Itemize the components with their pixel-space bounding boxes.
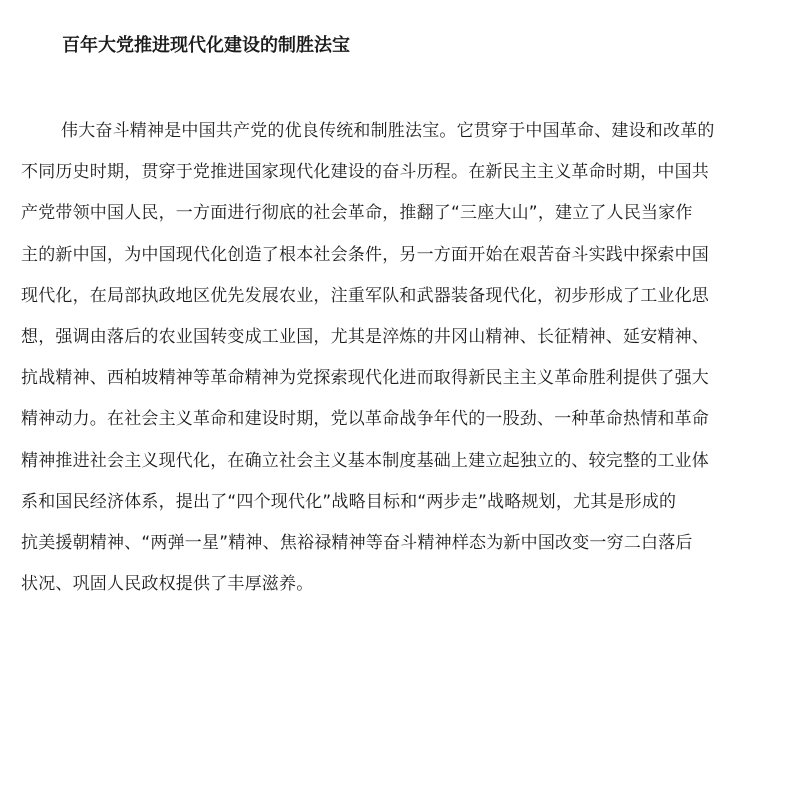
paragraph-line: 精神动力。在社会主义革命和建设时期，党以革命战争年代的一股劲、一种革命热情和革命 <box>21 409 709 430</box>
page-title: 百年大党推进现代化建设的制胜法宝 <box>62 35 350 56</box>
paragraph-line: 伟大奋斗精神是中国共产党的优良传统和制胜法宝。它贯穿于中国革命、建设和改革的 <box>61 121 715 141</box>
paragraph-line: 现代化，在局部执政地区优先发展农业，注重军队和武器装备现代化，初步形成了工业化思 <box>21 285 709 306</box>
paragraph-line: 产党带领中国人民，一方面进行彻底的社会革命，推翻了“三座大山”，建立了人民当家作 <box>21 203 693 224</box>
paragraph-line: 抗美援朝精神、“两弹一星”精神、焦裕禄精神等奋斗精神样态为新中国改变一穷二白落后 <box>21 532 693 553</box>
paragraph-line: 主的新中国，为中国现代化创造了根本社会条件，另一方面开始在艰苦奋斗实践中探索中国 <box>21 244 709 265</box>
body-paragraph <box>21 111 800 605</box>
paragraph-line: 抗战精神、西柏坡精神等革命精神为党探索现代化进而取得新民主主义革命胜利提供了强大 <box>21 368 709 389</box>
paragraph-line: 系和国民经济体系，提出了“四个现代化”战略目标和“两步走”战略规划，尤其是形成的 <box>21 491 677 512</box>
paragraph-line: 想，强调由落后的农业国转变成工业国，尤其是淬炼的井冈山精神、长征精神、延安精神、 <box>21 326 709 347</box>
paragraph-line: 不同历史时期，贯穿于党推进国家现代化建设的奋斗历程。在新民主主义革命时期，中国共 <box>21 162 709 183</box>
paragraph-line: 状况、巩固人民政权提供了丰厚滋养。 <box>21 574 314 595</box>
paragraph-line: 精神推进社会主义现代化，在确立社会主义基本制度基础上建立起独立的、较完整的工业体 <box>21 450 709 471</box>
